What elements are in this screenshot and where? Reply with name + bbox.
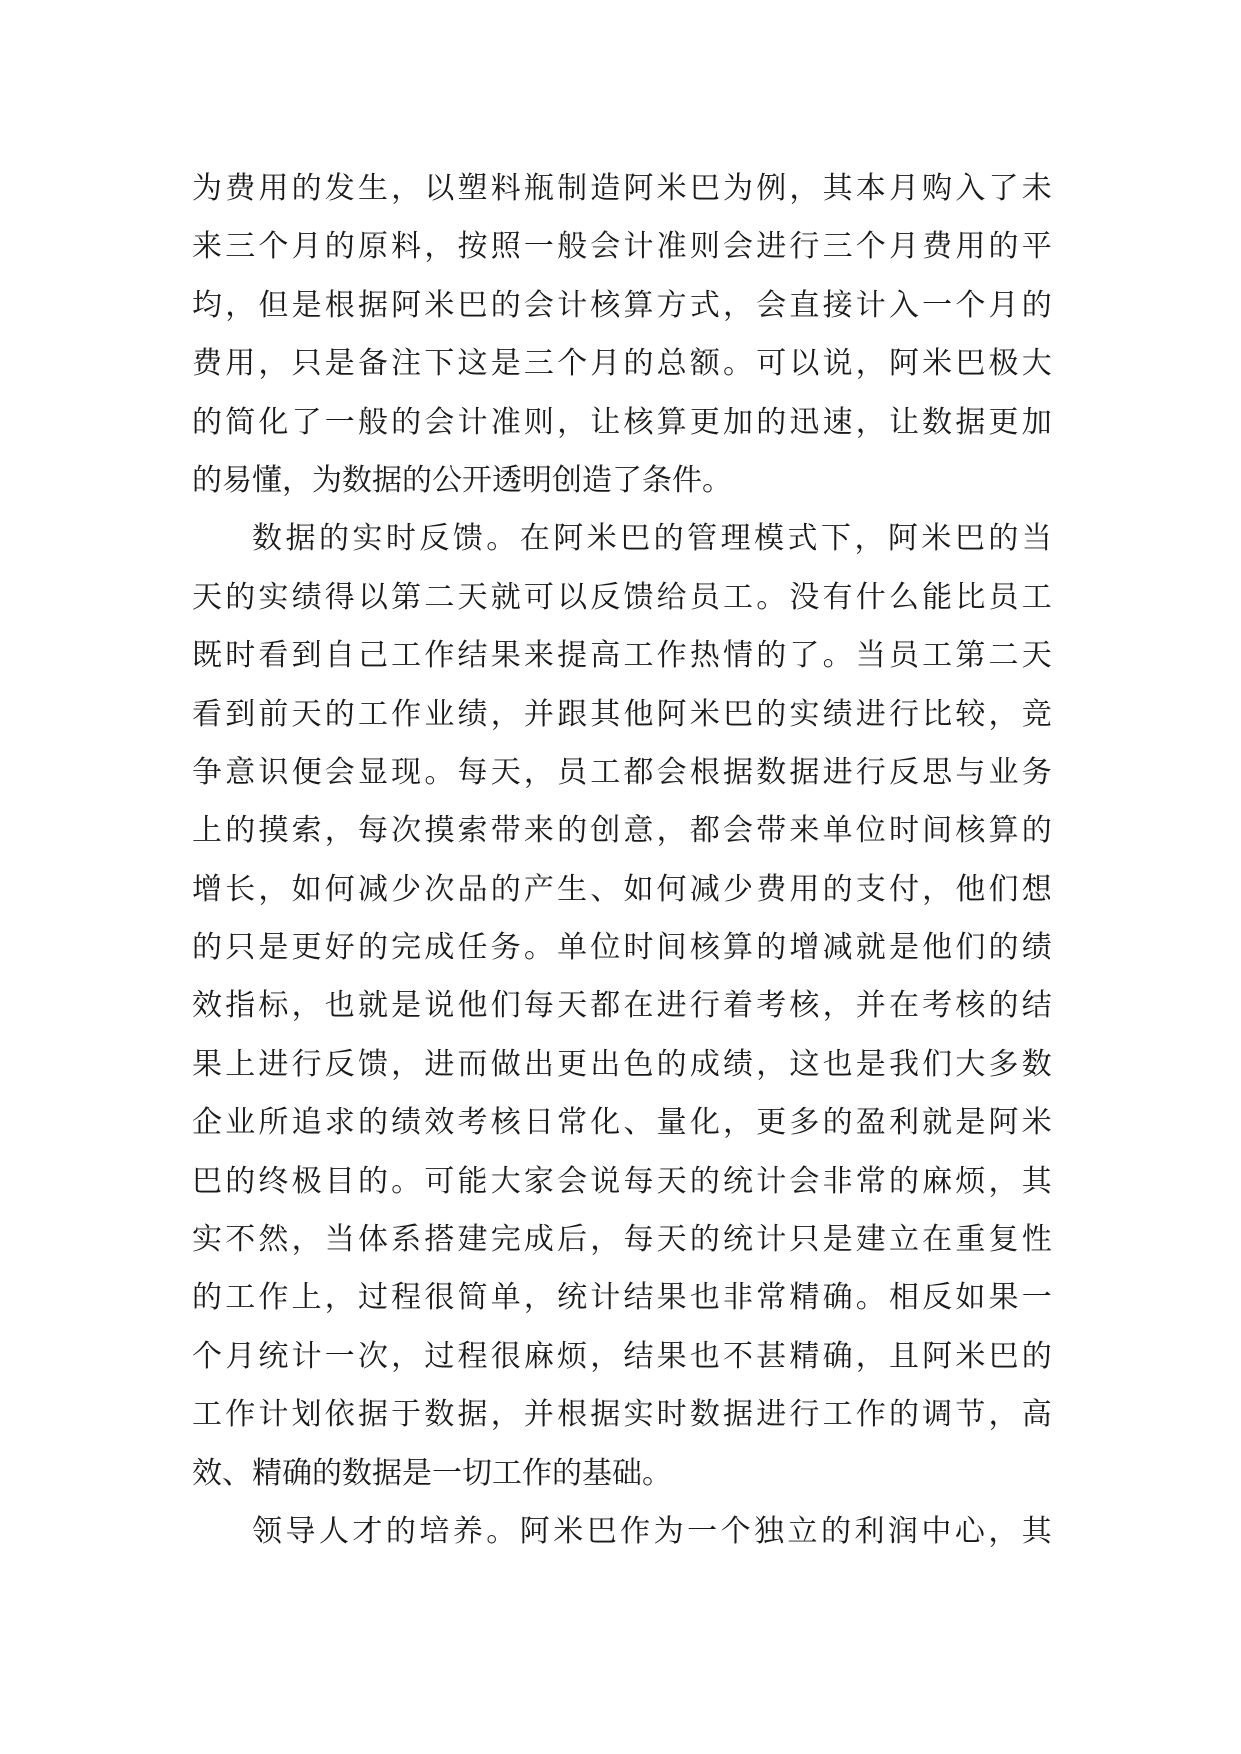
text-line: 的 简 化 了 一 般 的 会 计 准 则 ， 让 核 算 更 加 的 迅 速 ， 让 数 据 更 加 [192,404,1052,440]
text-line: 争 意 识 便 会 显 现 。 每 天 ， 员 工 都 会 根 据 数 据 进 行 反 思 与 业 务 [192,754,1052,790]
text-line: 增 长 ， 如 何 减 少 次 品 的 产 生 、 如 何 减 少 费 用 的 支 付 ， 他 们 想 [192,871,1052,907]
text-line: 果 上 进 行 反 馈 ， 进 而 做 出 更 出 色 的 成 绩 ， 这 也 是 我 们 大 多 数 [192,1046,1052,1082]
text-line: 的 易 懂 ， 为 数 据 的 公 开 透 明 创 造 了 条 件 。 [192,462,732,498]
text-line: 效 、 精 确 的 数 据 是 一 切 工 作 的 基 础 。 [192,1455,672,1491]
text-line: 效 指 标 ， 也 就 是 说 他 们 每 天 都 在 进 行 着 考 核 ， 并 在 考 核 的 结 [192,988,1052,1024]
text-line: 来 三 个 月 的 原 料 ， 按 照 一 般 会 计 准 则 会 进 行 三 个 月 费 用 的 平 [192,229,1052,265]
text-line: 看 到 前 天 的 工 作 业 绩 ， 并 跟 其 他 阿 米 巴 的 实 绩 进 行 比 较 ， 竞 [192,696,1052,732]
body-text [192,160,1052,1561]
text-line: 的 工 作 上 ， 过 程 很 简 单 ， 统 计 结 果 也 非 常 精 确 。 相 反 如 果 一 [192,1280,1052,1316]
text-line: 实 不 然 ， 当 体 系 搭 建 完 成 后 ， 每 天 的 统 计 只 是 建 立 在 重 复 性 [192,1222,1052,1258]
text-line: 企 业 所 追 求 的 绩 效 考 核 日 常 化 、 量 化 ， 更 多 的 盈 利 就 是 阿 米 [192,1105,1052,1141]
text-line: 均 ， 但 是 根 据 阿 米 巴 的 会 计 核 算 方 式 ， 会 直 接 计 入 一 个 月 的 [192,287,1052,323]
text-line: 既 时 看 到 自 己 工 作 结 果 来 提 高 工 作 热 情 的 了 。 当 员 工 第 二 天 [192,638,1052,674]
text-line: 工 作 计 划 依 据 于 数 据 ， 并 根 据 实 时 数 据 进 行 工 作 的 调 节 ， 高 [192,1397,1052,1433]
text-line: 为 费 用 的 发 生 ， 以 塑 料 瓶 制 造 阿 米 巴 为 例 ， 其 本 月 购 入 了 未 [192,171,1052,206]
text-line: 费 用 ， 只 是 备 注 下 这 是 三 个 月 的 总 额 。 可 以 说 ， 阿 米 巴 极 大 [192,346,1052,382]
text-line: 上 的 摸 索 ， 每 次 摸 索 带 来 的 创 意 ， 都 会 带 来 单 位 时 间 核 算 的 [192,813,1052,849]
paragraph-first-line: 数 据 的 实 时 反 馈 。 在 阿 米 巴 的 管 理 模 式 下 ， 阿 米 巴 的 当 [252,521,1052,557]
text-line: 天 的 实 绩 得 以 第 二 天 就 可 以 反 馈 给 员 工 。 没 有 什 么 能 比 员 工 [192,579,1052,615]
text-line: 个 月 统 计 一 次 ， 过 程 很 麻 烦 ， 结 果 也 不 甚 精 确 ， 且 阿 米 巴 的 [192,1338,1052,1374]
paragraph-first-line: 领 导 人 才 的 培 养 。 阿 米 巴 作 为 一 个 独 立 的 利 润 中 心 ， 其 [252,1513,1052,1549]
text-line: 巴 的 终 极 目 的 。 可 能 大 家 会 说 每 天 的 统 计 会 非 常 的 麻 烦 ， 其 [192,1163,1052,1199]
text-line: 的 只 是 更 好 的 完 成 任 务 。 单 位 时 间 核 算 的 增 减 就 是 他 们 的 绩 [192,930,1052,966]
